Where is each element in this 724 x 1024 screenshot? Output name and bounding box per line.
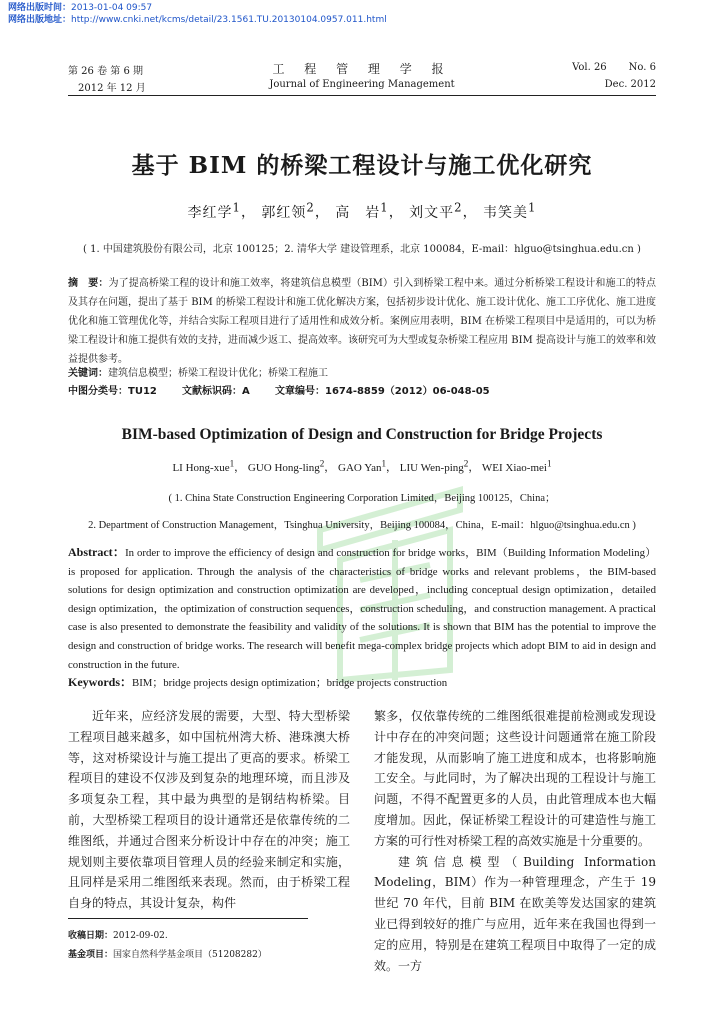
clc-number: 中图分类号：TU12 [68, 386, 157, 397]
author-cn: 李红学$^1$ [187, 200, 241, 221]
author-list-cn: 李红学$^1$， 郭红领$^2$， 高 岩$^1$， 刘文平$^2$， 韦笑美$^1$ [187, 200, 537, 221]
author-cn: 刘文平$^2$ [409, 200, 463, 221]
affiliation-en-2: 2. Department of Construction Management，Tsinghua University，Beijing 100084，China，E-mail：hlguo@tsinghua.edu.cn ) [88, 520, 636, 531]
volume-issue-cn: 第 26 卷 第 6 期 [68, 66, 143, 77]
keywords-cn-label: 关键词： [68, 368, 108, 379]
journal-name-cn: 工 程 管 理 学 报 [272, 62, 452, 76]
article-number: 文章编号：1674-8859（2012）06-048-05 [274, 386, 490, 397]
keywords-en-text: BIM；bridge projects design optimization；bridge projects construction [132, 677, 448, 689]
keywords-cn-text: 建筑信息模型；桥梁工程设计优化；桥梁工程施工 [108, 368, 328, 379]
body-column-left [68, 706, 350, 911]
keywords-en [68, 673, 656, 690]
publication-time-line [8, 2, 387, 14]
affiliation-cn: ( 1. 中国建筑股份有限公司，北京 100125；2. 清华大学 建设管理系，北京 100084，E-mail：hlguo@tsinghua.edu.cn ) [83, 244, 641, 255]
date-cn: 2012 年 12 月 [78, 83, 146, 94]
publication-url-line [8, 14, 387, 26]
author-cn: 郭红领$^2$ [261, 200, 315, 221]
abstract-en [68, 543, 656, 674]
author-list-en: LI Hong-xue$^1$， GUO Hong-ling$^2$， GAO Yan$^1$， LIU Wen-ping$^2$， WEI Xiao-mei$^1$ [172, 458, 552, 474]
author-cn: 韦笑美$^1$ [483, 200, 537, 221]
publication-time-label: 网络出版时间： [8, 3, 72, 13]
affiliation-en-1: ( 1. China State Construction Engineering Corporation Limited，Beijing 100125，China； [168, 493, 556, 504]
publication-url-link[interactable]: http://www.cnki.net/kcms/detail/23.1561.TU.20130104.0957.011.html [71, 15, 387, 25]
publication-url-label: 网络出版地址： [8, 15, 72, 25]
abstract-cn [68, 274, 656, 369]
classification-line [68, 384, 656, 400]
keywords-en-label: Keywords： [68, 675, 132, 689]
body-paragraph: 建筑信息模型（Building Information Modeling，BIM）作为一种管理理念，产生于 19 世纪 70 年代，目前 BIM 在欧美等发达国家的建筑业已得到较好的推广与应用，近年来在我国也得到一定的应用，特别是在建筑工程项目中取得了一定的成效。一方 [374, 854, 656, 973]
author-en: WEI Xiao-mei$^1$ [481, 458, 552, 474]
document-code: 文献标识码：A [182, 386, 250, 397]
journal-name-en: Journal of Engineering Management [269, 79, 455, 90]
body-paragraph: 近年来，应经济发展的需要，大型、特大型桥梁工程项目越来越多，如中国杭州湾大桥、港珠澳大桥等，这对桥梁设计与施工提出了更高的要求。桥梁工程项目的建设不仅涉及到复杂的地理环境，而且涉及多项复杂工程，其中最为典型的是钢结构桥梁。目前，大型桥梁工程项目的设计通常还是依靠传统的二维图纸，并通过合图来分析设计中存在的冲突；施工规划则主要依靠项目管理人员的经验来制定和实施，且同样是采用二维图纸来表现。然而，由于桥梁工程自身的特点，其设计复杂，构件 [68, 709, 350, 911]
body-paragraph: 繁多，仅依靠传统的二维图纸很难提前检测或发现设计中存在的冲突问题；这些设计问题通常在施工阶段才能发现，从而影响了施工进度和成本，也将影响施工安全。与此同时，为了解决出现的工程设计与施工问题，不得不配置更多的人员，由此管理成本也大幅度增加。因此，保证桥梁工程设计的可建造性与施工方案的可行性对桥梁工程的高效实施是十分重要的。 [374, 709, 656, 848]
footnote-received: 收稿日期：2012-09-02. [68, 931, 168, 941]
no-en: No. 6 [628, 62, 656, 73]
running-header-bottom [68, 79, 656, 93]
author-en: GUO Hong-ling$^2$ [247, 458, 325, 474]
publication-time-value: 2013-01-04 09:57 [71, 3, 153, 13]
abstract-cn-text: 为了提高桥梁工程的设计和施工效率，将建筑信息模型（BIM）引入到桥梁工程中来。通过分析桥梁工程设计和施工的特点及其存在问题，提出了基于 BIM 的桥梁工程设计和施工优化解决方案，包括初步设计优化、施工设计优化、施工工序优化、施工进度优化和施工管理优化等，并结合实际工程项目进行了适用性和成效分析。案例应用表明，BIM 在桥梁工程项目中是适用的，可以为桥梁工程设计和施工提供有效的支持，进而减少返工、提高效率。该研究可为大型或复杂桥梁工程应用 BIM 提高设计与施工的效率和效益提供参考。 [68, 278, 656, 365]
footnote-fund: 基金项目：国家自然科学基金项目（51208282） [68, 950, 267, 960]
date-en: Dec. 2012 [604, 79, 656, 90]
volume-number-en [572, 62, 656, 73]
article-title-cn: 基于 BIM 的桥梁工程设计与施工优化研究 [131, 152, 593, 179]
online-publication-info [8, 2, 387, 26]
abstract-en-label: Abstract： [68, 545, 126, 559]
header-rule [68, 95, 656, 96]
author-cn: 高 岩$^1$ [335, 200, 389, 221]
article-title-en: BIM-based Optimization of Design and Construction for Bridge Projects [121, 426, 603, 443]
running-header-top [68, 62, 656, 76]
abstract-en-text: In order to improve the efficiency of design and construction for bridge works，BIM（Building Information Modeling）is proposed for application. Through the analysis of the characteristics of bridge works and relevant problems，the BIM-based solutions for design optimization and construction optimization are developed，including conceptual design optimization，detailed design optimization，the optimization of construction sequences，construction scheduling，and construction management. A practical case is also presented to demonstrate the feasibility and validity of the solutions. It is shown that BIM has the potential to improve the design and construction of bridge works. The research will benefit mega-complex bridge projects which adopt BIM to aid in design and construction in the future. [68, 547, 656, 671]
abstract-cn-label: 摘 要： [68, 278, 109, 289]
body-column-right [374, 706, 656, 976]
author-en: LI Hong-xue$^1$ [172, 458, 235, 474]
author-en: GAO Yan$^1$ [338, 458, 387, 474]
footnote-rule [68, 918, 308, 919]
keywords-cn [68, 366, 656, 382]
author-en: LIU Wen-ping$^2$ [399, 458, 469, 474]
vol-en: Vol. 26 [572, 62, 607, 73]
